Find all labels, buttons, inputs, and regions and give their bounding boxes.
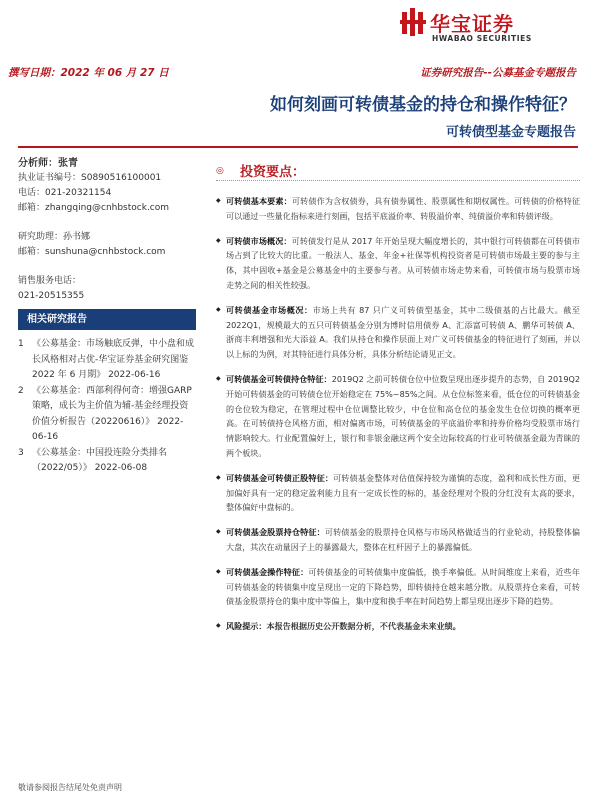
key-point-text: 2019Q2 之前可转债仓位中位数呈现出逐步提升的态势，自 2019Q2 开始可转债基金的可转债仓位开始稳定在 75%~85%之间。从仓位标签来看，低仓位的可转债基金的仓位较为稳定，在管理过程中仓位调整比较少，中仓位和高仓位的基金发生仓位切换的概率更高。在可转债持仓风格方面，相对偏离市场，可转债基金的平底溢价率和持券价格均受股票市场行情影响较大。行业配置偏好上，银行和非银金融这两个安全边际较高的行业可转债基金最为青睐的两个板块。 [226, 373, 580, 458]
key-point-text: 可转债基金的可转债集中度偏低，换手率偏低。从时间维度上来看，近些年可转债基金的转债集中度呈现出一定的下降趋势，即转债持仓越来越分散。从股票持仓来看，可转债基金股票持仓的集中度中等偏上，集中度和换手率在时间趋势上都呈现出逐步下降的趋势。 [226, 566, 580, 607]
disclaimer-footer: 敬请参阅报告结尾处免责声明 [18, 783, 122, 792]
key-point-label: 可转债基金市场概况： [226, 304, 313, 315]
related-reports-list [18, 337, 196, 477]
risk-warning-text: 本报告根据历史公开数据分析，不代表基金未来业绩。 [266, 621, 461, 632]
assistant-name: 研究助理：孙书娜 [18, 232, 91, 242]
analyst-license: 执业证书编号：S0890516100001 [18, 173, 162, 183]
assistant-email[interactable]: 邮箱：sunshuna@cnhbstock.com [18, 247, 166, 257]
related-report-number: 1 [18, 339, 24, 349]
related-report-item[interactable] [18, 337, 196, 384]
report-info-bar [0, 60, 600, 86]
report-subtitle: 可转债型基金专题报告 [445, 125, 576, 140]
investment-points-header [216, 160, 580, 182]
key-point [216, 194, 580, 224]
key-point-text: 可转债发行是从 2017 年开始呈现大幅度增长的，其中银行可转债都在可转债市场占到了比较大的比重。一般法人、基金、年金+社保等机构投资者是可转债市场最主要的参与主体，其中固收+基金是公募基金中的主要参与者。从可转债市场走势来看，可转债市场与股票市场走势之间的相关性较强。 [226, 235, 580, 290]
key-point-text: 可转债基金的股票持仓风格与市场风格做适当的行业轮动，持股整体偏大盘，其次在动量因子上的暴露最大，整体在杠杆因子上的暴露偏低。 [226, 527, 580, 552]
analyst-name: 分析师：张青 [18, 158, 78, 169]
key-point-text: 可转债作为含权债券，具有债券属性、股票属性和期权属性。可转债的价格特征可以通过一些量化指标来进行刻画，包括平底溢价率、转股溢价率、纯债溢价率和转债评级。 [226, 196, 580, 221]
analyst-email[interactable]: 邮箱：zhangqing@cnhbstock.com [18, 203, 170, 213]
investment-points-section [216, 160, 580, 634]
target-icon: ◎ [216, 166, 224, 176]
related-report-text: 《公募基金：中国投连险分类排名（2022/05）》 2022-06-08 [32, 447, 168, 473]
sales-label: 销售服务电话： [18, 276, 82, 286]
investment-points-title: 投资要点： [240, 165, 306, 180]
key-point-label: 可转债基本要素： [226, 196, 292, 206]
sales-phone: 021-20515355 [18, 291, 85, 301]
analyst-phone: 电话：021-20321154 [18, 188, 112, 198]
key-point-label: 可转债基金操作特征： [226, 566, 309, 577]
huabao-logo-icon [400, 7, 426, 37]
key-point [216, 234, 580, 293]
related-report-item[interactable] [18, 446, 196, 477]
key-point [216, 372, 580, 461]
related-report-number: 3 [18, 447, 24, 458]
key-point-text: 可转债基金整体对估值保持较为谨慎的态度，盈利和成长性方面，更加偏好具有一定的稳定盈利能力且有一定成长性的标的，基金经理对个股的分红没有太高的要求，整体偏好中盘标的。 [226, 472, 580, 513]
logo-english-name: HWABAO SECURITIES [432, 34, 532, 43]
key-point [216, 525, 580, 555]
related-report-text: 《公募基金：西部利得何奇：增强GARP 策略，成长为主价值为辅-基金经理投资价值分析报告（20220616）》 2022-06-16 [32, 385, 192, 442]
report-title: 如何刻画可转债基金的持仓和操作特征？ [270, 95, 576, 115]
key-point-text: 市场上共有 87 只广义可转债型基金，其中二级债基的占比最大。截至 2022Q1，规模最大的五只可转债基金分别为博时信用债券 A、汇添富可转债 A、鹏华可转债 A、浙商丰利增强和光大添益 A。我们从持仓和操作层面上对广义可转债基金的特征进行了刻画，并以以上标的为例，对其特征进行具体分析，具体分析结论请见正文。 [226, 304, 580, 360]
related-report-number: 2 [18, 385, 24, 396]
report-category: 证券研究报告--公募基金专题报告 [420, 67, 576, 79]
report-date: 撰写日期：2022 年 06 月 27 日 [8, 67, 169, 79]
section-divider [216, 180, 580, 181]
key-point [216, 565, 580, 609]
key-point-label: 可转债市场概况： [226, 235, 292, 246]
risk-warning [216, 619, 580, 634]
related-reports-header: 相关研究报告 [18, 309, 196, 330]
key-point-label: 可转债基金可转债持仓特征： [226, 373, 332, 384]
risk-warning-label: 风险提示： [226, 621, 267, 632]
analyst-sidebar [18, 156, 196, 477]
key-point [216, 303, 580, 362]
key-point-label: 可转债基金股票持仓特征： [226, 527, 325, 538]
logo-chinese-name: 华宝证券 [430, 12, 514, 36]
company-logo [400, 7, 578, 45]
key-point [216, 471, 580, 515]
related-report-item[interactable] [18, 384, 196, 446]
related-report-text: 《公募基金：市场触底反弹，中小盘和成长风格相对占优-华宝证券基金研究图鉴 2022 年 6 月期》 2022-06-16 [32, 339, 195, 380]
title-divider [18, 146, 578, 148]
key-point-label: 可转债基金可转债正股特征： [226, 472, 334, 483]
